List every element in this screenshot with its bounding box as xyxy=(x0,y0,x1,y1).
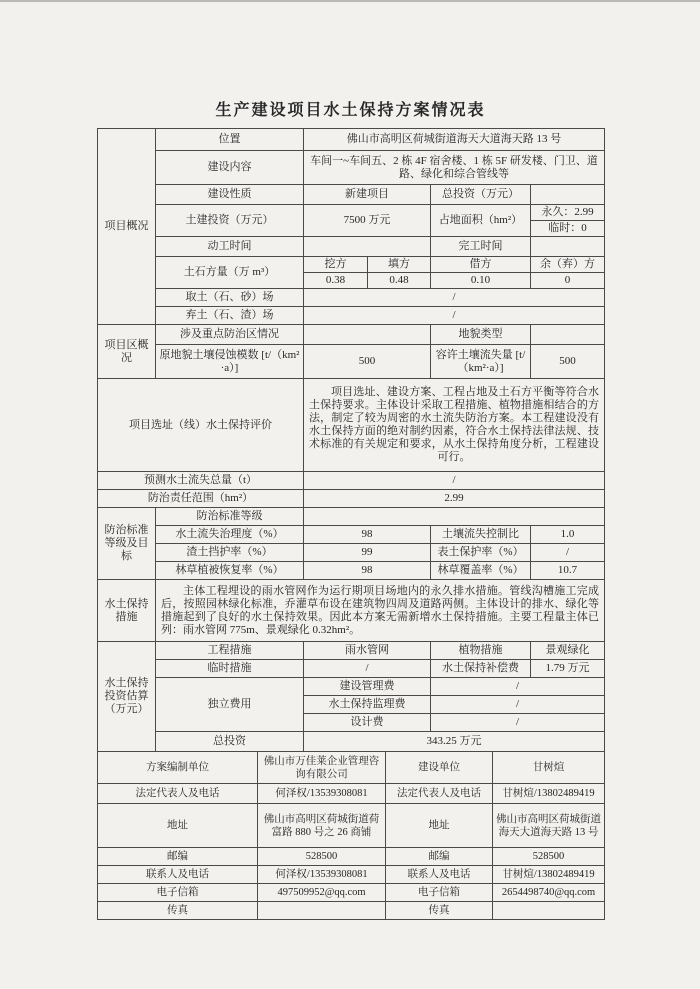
investment-total-label: 总投资 xyxy=(156,732,304,752)
zip-left: 528500 xyxy=(258,848,386,866)
predicted-loss-value: / xyxy=(304,472,605,490)
responsibility-scope-label: 防治责任范围（hm²） xyxy=(98,490,304,508)
address-left: 佛山市高明区荷城街道荷富路 880 号之 26 商铺 xyxy=(258,804,386,848)
coverage-rate-value: 10.7 xyxy=(531,562,605,580)
fax-label-left: 传真 xyxy=(98,902,258,920)
compensation-fee-value: 1.79 万元 xyxy=(531,660,605,678)
key-zone-label: 涉及重点防治区情况 xyxy=(156,325,304,345)
fax-right xyxy=(493,902,605,920)
fax-left xyxy=(258,902,386,920)
management-fee-label: 建设管理费 xyxy=(304,678,431,696)
nature-label: 建设性质 xyxy=(156,185,304,205)
borrow-label: 借方 xyxy=(431,257,531,273)
spoil-value: 0 xyxy=(531,273,605,289)
supervision-fee-label: 水土保持监理费 xyxy=(304,696,431,714)
location-value: 佛山市高明区荷城街道海天大道海天路 13 号 xyxy=(304,129,605,151)
spoil-site-value: / xyxy=(304,307,605,325)
fill-label: 填方 xyxy=(368,257,431,273)
temporary-measures-value: / xyxy=(304,660,431,678)
cut-value: 0.38 xyxy=(304,273,368,289)
fill-value: 0.48 xyxy=(368,273,431,289)
builder-unit-label: 建设单位 xyxy=(386,752,493,784)
landform-label: 地貌类型 xyxy=(431,325,531,345)
contact-person-label-left: 联系人及电话 xyxy=(98,866,258,884)
contact-person-left: 何泽权/13539308081 xyxy=(258,866,386,884)
content-label: 建设内容 xyxy=(156,151,304,185)
predicted-loss-label: 预测水土流失总量（t） xyxy=(98,472,304,490)
location-label: 位置 xyxy=(156,129,304,151)
cut-label: 挖方 xyxy=(304,257,368,273)
design-fee-label: 设计费 xyxy=(304,714,431,732)
contact-person-right: 甘树煊/13802489419 xyxy=(493,866,605,884)
allowable-loss-value: 500 xyxy=(531,345,605,379)
contact-table xyxy=(97,751,605,920)
erosion-modulus-label: 原地貌土壤侵蚀模数 [t/（km²·a）] xyxy=(156,345,304,379)
standard-grade-value xyxy=(304,508,605,526)
legal-rep-right: 甘树煊/13802489419 xyxy=(493,784,605,804)
treatment-degree-label: 水土流失治理度（%） xyxy=(156,526,304,544)
control-ratio-value: 1.0 xyxy=(531,526,605,544)
scan-edge-artifact xyxy=(0,0,700,2)
land-area-label: 占地面积（hm²） xyxy=(431,205,531,237)
form-container xyxy=(97,128,604,920)
address-label-right: 地址 xyxy=(386,804,493,848)
legal-rep-label-right: 法定代表人及电话 xyxy=(386,784,493,804)
nature-value: 新建项目 xyxy=(304,185,431,205)
siting-evaluation-text: 项目选址、建设方案、工程占地及土石方平衡等符合水土保持要求。主体设计采取工程措施、植物措施相结合的方法，制定了较为周密的水土流失防治方案。本工程建设没有水土保持方面的绝对制约因素，符合水土保持法律法规、技术标准的有关规定和要求，从水土保持角度分析，工程建设可行。 xyxy=(304,379,605,472)
slag-protection-label: 渣土挡护率（%） xyxy=(156,544,304,562)
email-label-left: 电子信箱 xyxy=(98,884,258,902)
earthwork-label: 土石方量（万 m³） xyxy=(156,257,304,289)
design-fee-value: / xyxy=(431,714,605,732)
email-label-right: 电子信箱 xyxy=(386,884,493,902)
email-right: 2654498740@qq.com xyxy=(493,884,605,902)
landform-value xyxy=(531,325,605,345)
total-investment-label: 总投资（万元） xyxy=(431,185,531,205)
topsoil-protection-label: 表土保护率（%） xyxy=(431,544,531,562)
section-standard-target: 防治标准等级及目标 xyxy=(98,508,156,580)
vegetation-recovery-value: 98 xyxy=(304,562,431,580)
management-fee-value: / xyxy=(431,678,605,696)
section-project-overview: 项目概况 xyxy=(98,129,156,325)
content-value: 车间一~车间五、2 栋 4F 宿舍楼、1 栋 5F 研发楼、门卫、道路、绿化和综合管线等 xyxy=(304,151,605,185)
measures-text: 主体工程埋设的雨水管网作为运行期项目场地内的永久排水措施。管线沟槽施工完成后，按照园林绿化标准，乔灌草布设在建筑物四周及道路两侧。主体设计的排水、绿化等措施起到了良好的水土保持效果。因此本方案无需新增水土保持措施。主要工程量主体已列：雨水管网 775m、景观绿化 0.32hm²。 xyxy=(156,580,605,642)
email-left: 497509952@qq.com xyxy=(258,884,386,902)
slag-protection-value: 99 xyxy=(304,544,431,562)
control-ratio-label: 土壤流失控制比 xyxy=(431,526,531,544)
investment-total-value: 343.25 万元 xyxy=(304,732,605,752)
temporary-measures-label: 临时措施 xyxy=(156,660,304,678)
zip-label-right: 邮编 xyxy=(386,848,493,866)
compiler-unit-label: 方案编制单位 xyxy=(98,752,258,784)
main-table xyxy=(97,128,605,752)
treatment-degree-value: 98 xyxy=(304,526,431,544)
coverage-rate-label: 林草覆盖率（%） xyxy=(431,562,531,580)
page-title: 生产建设项目水土保持方案情况表 xyxy=(215,102,486,119)
section-project-area: 项目区概况 xyxy=(98,325,156,379)
compensation-fee-label: 水土保持补偿费 xyxy=(431,660,531,678)
supervision-fee-value: / xyxy=(431,696,605,714)
zip-right: 528500 xyxy=(493,848,605,866)
start-date-value xyxy=(304,237,431,257)
legal-rep-left: 何泽权/13539308081 xyxy=(258,784,386,804)
engineering-measures-label: 工程措施 xyxy=(156,642,304,660)
siting-evaluation-label: 项目选址（线）水土保持评价 xyxy=(98,379,304,472)
builder-unit-value: 甘树煊 xyxy=(493,752,605,784)
address-right: 佛山市高明区荷城街道海天大道海天路 13 号 xyxy=(493,804,605,848)
borrow-site-label: 取土（石、砂）场 xyxy=(156,289,304,307)
section-measures: 水土保持措施 xyxy=(98,580,156,642)
compiler-unit-value: 佛山市万佳莱企业管理咨询有限公司 xyxy=(258,752,386,784)
topsoil-protection-value: / xyxy=(531,544,605,562)
plant-measures-value: 景观绿化 xyxy=(531,642,605,660)
zip-label-left: 邮编 xyxy=(98,848,258,866)
spoil-label: 余（弃）方 xyxy=(531,257,605,273)
erosion-modulus-value: 500 xyxy=(304,345,431,379)
land-area-temporary: 临时：0 xyxy=(531,221,605,237)
key-zone-value xyxy=(304,325,431,345)
standard-grade-label: 防治标准等级 xyxy=(156,508,304,526)
civil-investment-value: 7500 万元 xyxy=(304,205,431,237)
legal-rep-label-left: 法定代表人及电话 xyxy=(98,784,258,804)
civil-investment-label: 土建投资（万元） xyxy=(156,205,304,237)
plant-measures-label: 植物措施 xyxy=(431,642,531,660)
land-area-permanent: 永久：2.99 xyxy=(531,205,605,221)
start-date-label: 动工时间 xyxy=(156,237,304,257)
allowable-loss-label: 容许土壤流失量 [t/（km²·a）] xyxy=(431,345,531,379)
independent-cost-label: 独立费用 xyxy=(156,678,304,732)
responsibility-scope-value: 2.99 xyxy=(304,490,605,508)
spoil-site-label: 弃土（石、渣）场 xyxy=(156,307,304,325)
fax-label-right: 传真 xyxy=(386,902,493,920)
borrow-value: 0.10 xyxy=(431,273,531,289)
contact-person-label-right: 联系人及电话 xyxy=(386,866,493,884)
total-investment-value xyxy=(531,185,605,205)
finish-date-label: 完工时间 xyxy=(431,237,531,257)
vegetation-recovery-label: 林草植被恢复率（%） xyxy=(156,562,304,580)
address-label-left: 地址 xyxy=(98,804,258,848)
borrow-site-value: / xyxy=(304,289,605,307)
section-investment-estimate: 水土保持投资估算（万元） xyxy=(98,642,156,752)
engineering-measures-value: 雨水管网 xyxy=(304,642,431,660)
finish-date-value xyxy=(531,237,605,257)
